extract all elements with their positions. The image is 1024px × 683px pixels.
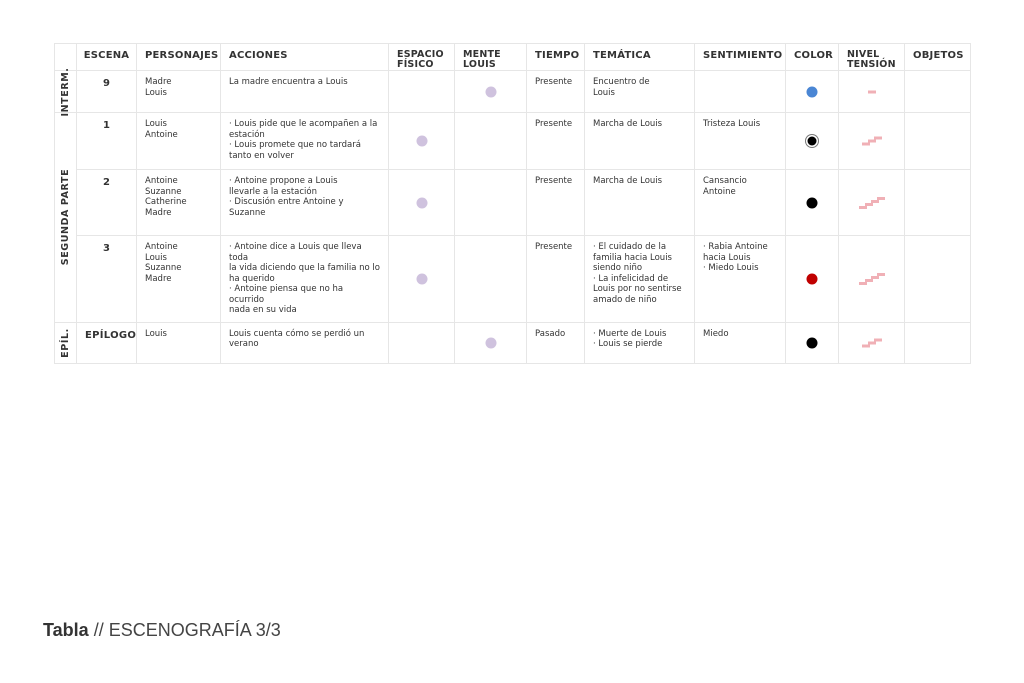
tension-stairs-icon: [859, 273, 885, 285]
tematica-cell: Encuentro de Louis: [585, 71, 695, 113]
sentimiento-cell: Cansancio Antoine: [695, 170, 786, 236]
header-tematica: TEMÁTICA: [585, 44, 695, 71]
tension-step: [868, 140, 876, 143]
objetos-cell: [905, 113, 971, 170]
tension-step: [871, 200, 879, 203]
escena-cell: 3: [77, 236, 137, 323]
personajes-cell: Louis: [137, 322, 221, 363]
objetos-cell: [905, 322, 971, 363]
tension-step: [874, 338, 882, 341]
espacio-fisico-cell: [389, 170, 455, 236]
mente-louis-cell: [455, 236, 527, 323]
objetos-cell: [905, 170, 971, 236]
mente-louis-dot: [485, 86, 496, 97]
tiempo-cell: Presente: [527, 236, 585, 323]
tension-stairs-icon: [862, 137, 882, 146]
escena-cell: EPÍLOGO: [77, 322, 137, 363]
table-row: [55, 71, 971, 113]
acciones-cell: · Antoine dice a Louis que lleva toda la vida diciendo que la familia no lo ha querido · Antoine piensa que no ha ocurrido nada en su vida: [221, 236, 389, 323]
espacio-fisico-cell: [389, 113, 455, 170]
escena-cell: 1: [77, 113, 137, 170]
tension-cell: [839, 113, 905, 170]
header-color: COLOR: [786, 44, 839, 71]
color-dot: [807, 86, 818, 97]
escena-cell: 2: [77, 170, 137, 236]
tension-stairs-icon: [868, 90, 876, 93]
sentimiento-cell: [695, 71, 786, 113]
personajes-cell: Madre Louis: [137, 71, 221, 113]
scenography-table: [54, 43, 971, 364]
acciones-cell: La madre encuentra a Louis: [221, 71, 389, 113]
tension-step: [865, 203, 873, 206]
tematica-cell: · Muerte de Louis · Louis se pierde: [585, 322, 695, 363]
tension-step: [859, 206, 867, 209]
section-label-interm: INTERM.: [55, 71, 77, 113]
color-dot: [807, 337, 818, 348]
personajes-cell: Antoine Suzanne Catherine Madre: [137, 170, 221, 236]
color-cell: [786, 113, 839, 170]
header-acciones: ACCIONES: [221, 44, 389, 71]
tiempo-cell: Presente: [527, 71, 585, 113]
table-row: [55, 170, 971, 236]
personajes-cell: Louis Antoine: [137, 113, 221, 170]
espacio-fisico-cell: [389, 322, 455, 363]
tematica-cell: Marcha de Louis: [585, 170, 695, 236]
color-cell: [786, 71, 839, 113]
escena-cell: 9: [77, 71, 137, 113]
tension-step: [865, 279, 873, 282]
tension-step: [877, 273, 885, 276]
tiempo-cell: Presente: [527, 113, 585, 170]
table-row: [55, 113, 971, 170]
caption-bold: Tabla: [43, 620, 89, 640]
table-row: [55, 322, 971, 363]
tension-cell: [839, 71, 905, 113]
sentimiento-cell: Tristeza Louis: [695, 113, 786, 170]
acciones-cell: · Antoine propone a Louis llevarle a la estación · Discusión entre Antoine y Suzanne: [221, 170, 389, 236]
section-label-segunda-parte: SEGUNDA PARTE: [55, 113, 77, 323]
tension-step: [859, 282, 867, 285]
espacio-fisico-dot: [416, 136, 427, 147]
mente-louis-dot: [485, 337, 496, 348]
header-tiempo: TIEMPO: [527, 44, 585, 71]
header-sentimiento: SENTIMIENTO: [695, 44, 786, 71]
tension-step: [877, 197, 885, 200]
mente-louis-cell: [455, 71, 527, 113]
tension-cell: [839, 170, 905, 236]
header-nivel-tension: NIVEL TENSIÓN: [839, 44, 905, 71]
sentimiento-cell: · Rabia Antoine hacia Louis · Miedo Louis: [695, 236, 786, 323]
tension-cell: [839, 322, 905, 363]
tiempo-cell: Pasado: [527, 322, 585, 363]
tension-step: [874, 137, 882, 140]
table-row: [55, 236, 971, 323]
header-row: [55, 44, 971, 71]
mente-louis-cell: [455, 113, 527, 170]
personajes-cell: Antoine Louis Suzanne Madre: [137, 236, 221, 323]
acciones-cell: Louis cuenta cómo se perdió un verano: [221, 322, 389, 363]
objetos-cell: [905, 236, 971, 323]
color-cell: [786, 322, 839, 363]
tension-step: [862, 344, 870, 347]
tension-stairs-icon: [859, 197, 885, 209]
header-espacio-fisico: ESPACIO FÍSICO: [389, 44, 455, 71]
espacio-fisico-dot: [416, 273, 427, 284]
color-dot: [807, 273, 818, 284]
mente-louis-cell: [455, 322, 527, 363]
header-mente-louis: MENTE LOUIS: [455, 44, 527, 71]
tension-step: [871, 276, 879, 279]
color-cell: [786, 170, 839, 236]
tension-stairs-icon: [862, 338, 882, 347]
caption-text: // ESCENOGRAFÍA 3/3: [88, 620, 281, 640]
tension-step: [862, 143, 870, 146]
acciones-cell: · Louis pide que le acompañen a la estación · Louis promete que no tardará tanto en volver: [221, 113, 389, 170]
color-dot: [808, 137, 817, 146]
espacio-fisico-dot: [416, 197, 427, 208]
header-personajes: PERSONAJES: [137, 44, 221, 71]
section-label-epil: EPÍL.: [55, 322, 77, 363]
header-objetos: OBJETOS: [905, 44, 971, 71]
mente-louis-cell: [455, 170, 527, 236]
tematica-cell: Marcha de Louis: [585, 113, 695, 170]
tiempo-cell: Presente: [527, 170, 585, 236]
tension-step: [868, 90, 876, 93]
color-cell: [786, 236, 839, 323]
objetos-cell: [905, 71, 971, 113]
table-caption: [43, 620, 281, 641]
tematica-cell: · El cuidado de la familia hacia Louis siendo niño · La infelicidad de Louis por no sentirse amado de niño: [585, 236, 695, 323]
tension-cell: [839, 236, 905, 323]
espacio-fisico-cell: [389, 236, 455, 323]
sentimiento-cell: Miedo: [695, 322, 786, 363]
tension-step: [868, 341, 876, 344]
header-escena: ESCENA: [77, 44, 137, 71]
corner-cell: [55, 44, 77, 71]
color-dot: [807, 197, 818, 208]
espacio-fisico-cell: [389, 71, 455, 113]
